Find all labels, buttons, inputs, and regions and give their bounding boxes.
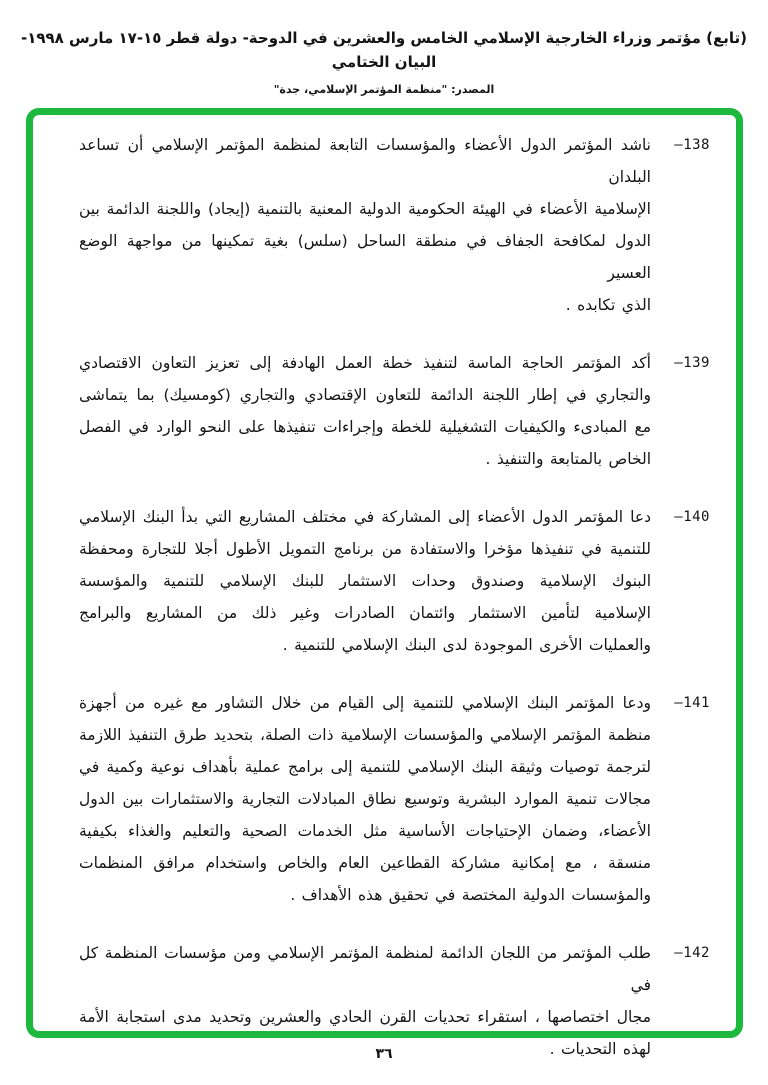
paragraph-line: والمؤسسات الدولية المختصة في تحقيق هذه الأهداف . bbox=[290, 886, 651, 904]
paragraph-text bbox=[79, 687, 651, 911]
paragraph-line: منسقة ، مع إمكانية مشاركة القطاعين العام والخاص واستخدام مرافق المنظمات bbox=[79, 854, 651, 872]
paragraph-line: الخاص بالمتابعة والتنفيذ . bbox=[485, 450, 651, 468]
numbered-paragraph bbox=[79, 347, 710, 475]
numbered-paragraph bbox=[79, 687, 710, 911]
numbered-paragraph bbox=[79, 129, 710, 321]
paragraph-line: أكد المؤتمر الحاجة الماسة لتنفيذ خطة العمل الهادفة إلى تعزيز التعاون الاقتصادي bbox=[79, 354, 651, 372]
paragraph-line: مع المبادىء والكيفيات التشغيلية للخطة وإجراءات تنفيذها على النحو الوارد في الفصل bbox=[79, 418, 651, 436]
document-header bbox=[0, 26, 768, 96]
document-source-line: المصدر: "منظمة المؤتمر الإسلامي، جدة" bbox=[273, 83, 495, 96]
paragraph-line: مجالات تنمية الموارد البشرية وتوسيع نطاق المبادلات التجارية والاستثمارات بين الدول bbox=[79, 790, 651, 808]
paragraph-line: دعا المؤتمر الدول الأعضاء إلى المشاركة في مختلف المشاريع التي بدأ البنك الإسلامي bbox=[79, 508, 651, 526]
paragraph-line: لترجمة توصيات وثيقة البنك الإسلامي للتنمية إلى برامج عملية بأهداف نوعية وكمية في bbox=[79, 758, 651, 776]
paragraph-line: والتجاري في إطار اللجنة الدائمة للتعاون الإقتصادي والتجاري (كومسيك) بما يتماشى bbox=[79, 386, 651, 404]
paragraph-line: البنوك الإسلامية وصندوق وحدات الاستثمار للبنك الإسلامي للتنمية والمؤسسة bbox=[79, 572, 651, 590]
paragraph-line: الدول لمكافحة الجفاف في منطقة الساحل (سلس) بغية تمكينها من مواجهة الوضع العسير bbox=[79, 232, 651, 282]
paragraph-number: 141– bbox=[674, 695, 710, 711]
paragraph-line: للتنمية في تنفيذها مؤخرا والاستفادة من برنامج التمويل الأطول أجلا للتجارة ومحفظة bbox=[79, 540, 651, 558]
paragraph-line: الإسلامية لتأمين الاستثمار وائتمان الصادرات وغير ذلك من المشاريع والبرامج bbox=[79, 604, 651, 622]
paragraph-number: 140– bbox=[674, 509, 710, 525]
document-header-title: (تابع) مؤتمر وزراء الخارجية الإسلامي الخامس والعشرين في الدوحة- دولة قطر ١٥-١٧ مارس ١٩٩٨- البيان الختامي bbox=[20, 29, 748, 71]
paragraph-line: طلب المؤتمر من اللجان الدائمة لمنظمة المؤتمر الإسلامي ومن مؤسسات المنظمة كل في bbox=[79, 944, 651, 994]
paragraph-line: لهذه التحديات . bbox=[549, 1040, 651, 1058]
paragraph-number: 139– bbox=[674, 355, 710, 371]
paragraph-line: ودعا المؤتمر البنك الإسلامي للتنمية إلى القيام من خلال التشاور مع غيره من أجهزة bbox=[79, 694, 651, 712]
paragraph-text bbox=[79, 129, 651, 321]
paragraph-line: الأعضاء، وضمان الإحتياجات الأساسية مثل الخدمات الصحية والتعليم والغذاء بكيفية bbox=[79, 822, 651, 840]
paragraph-number: 138– bbox=[674, 137, 710, 153]
paragraph-text bbox=[79, 347, 651, 475]
page-number: ٣٦ bbox=[375, 1046, 393, 1062]
paragraph-line: مجال اختصاصها ، استقراء تحديات القرن الحادي والعشرين وتحديد مدى استجابة الأمة bbox=[79, 1008, 651, 1026]
paragraph-line: ناشد المؤتمر الدول الأعضاء والمؤسسات التابعة لمنظمة المؤتمر الإسلامي أن تساعد البلدان bbox=[79, 136, 651, 186]
paragraph-number: 142– bbox=[674, 945, 710, 961]
numbered-paragraph bbox=[79, 501, 710, 661]
paragraph-line: الذي تكابده . bbox=[565, 296, 651, 314]
paragraph-line: منظمة المؤتمر الإسلامي والمؤسسات الإسلامية ذات الصلة، بتحديد طرق التنفيذ اللازمة bbox=[79, 726, 651, 744]
paragraph-text bbox=[79, 501, 651, 661]
paragraph-line: الإسلامية الأعضاء في الهيئة الحكومية الدولية المعنية بالتنمية (إيجاد) واللجنة الدائمة بين bbox=[79, 200, 651, 218]
paragraph-line: والعمليات الأخرى الموجودة لدى البنك الإسلامي للتنمية . bbox=[282, 636, 651, 654]
